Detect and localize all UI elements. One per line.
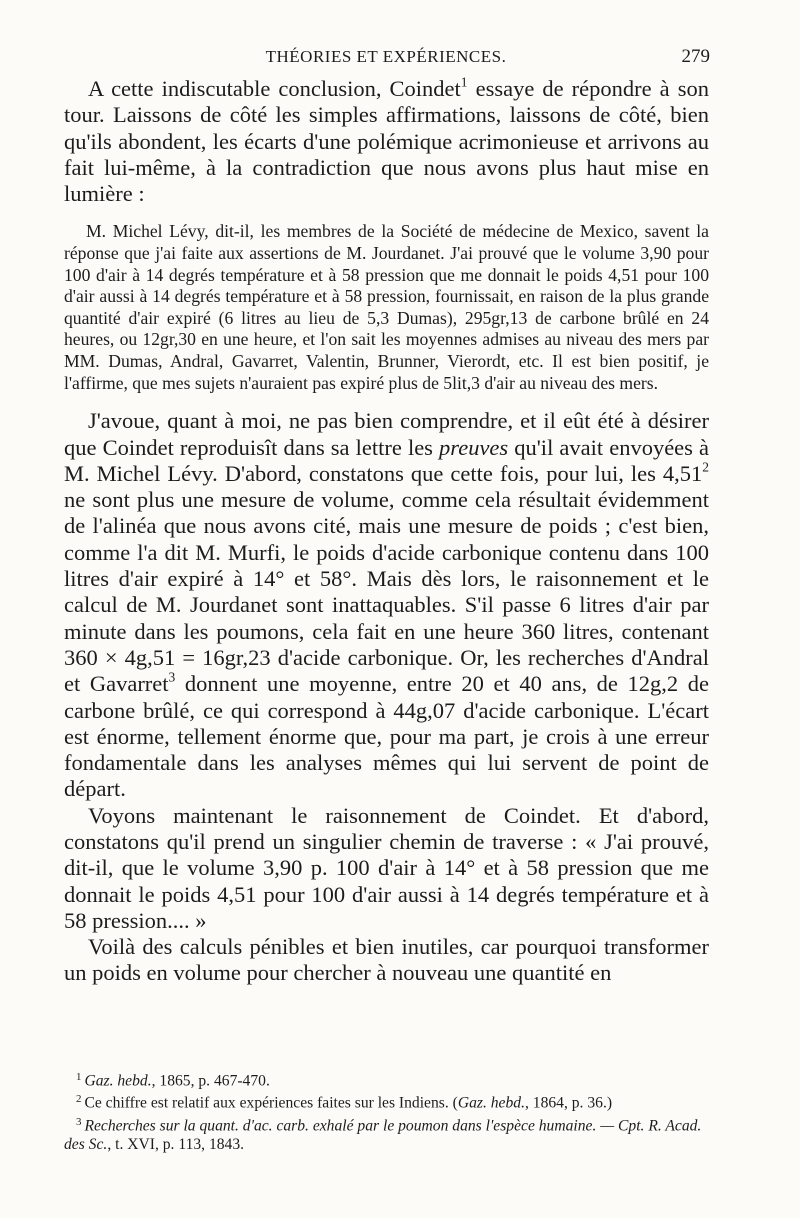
footnote-3-rest: , t. XVI, p. 113, 1843. <box>107 1136 245 1154</box>
paragraph-2 <box>64 408 709 802</box>
paragraph-1-text: A cette indiscutable conclusion, Coindet <box>88 76 461 101</box>
paragraph-1 <box>64 76 709 207</box>
paragraph-2-c: ne sont plus une mesure de volume, comme cela résultait évidemment de l'alinéa que nous avons cité, mais une mesure de poids ; c'est bien, comme l'a dit M. Murfi, le poids d'acide carbonique contenu dans 100 litres d'air expiré à 14° et 58°. Mais dès lors, le raisonnement et le calcul de M. Jourdanet sont inattaquables. S'il passe 6 litres d'air par minute dans les poumons, cela fait en une heure 360 litres, contenant 360 × 4g,51 = 16gr,23 d'acide carbonique. Or, les recherches d'Andral et Gavarret <box>64 487 709 697</box>
footnote-2-b: , 1864, p. 36.) <box>524 1094 613 1112</box>
footnote-2-source: Gaz. hebd. <box>457 1094 525 1112</box>
footnote-3-source: Recherches sur la quant. d'ac. carb. exhalé par le poumon dans l'espèce humaine. — Cpt. R. Acad. des Sc. <box>64 1117 702 1154</box>
footnote-1 <box>64 1068 709 1090</box>
block-quote: M. Michel Lévy, dit-il, les membres de la Société de médecine de Mexico, savent la réponse que j'ai faite aux assertions de M. Jourdanet. J'ai prouvé que le volume 3,90 pour 100 d'air à 14 degrés température et à 58 pression que me donnait le poids 4,51 pour 100 d'air aussi à 14 degrés température et à 58 pression, fournissait, en raison de la plus grande quantité d'air expiré (6 litres au lieu de 5,3 Dumas), 295gr,13 de carbone brûlé en 24 heures, ou 12gr,30 en une heure, et l'on sait les moyennes admises au niveau des mers par MM. Dumas, Andral, Gavarret, Valentin, Brunner, Vierordt, etc. Il est bien positif, je l'affirme, que mes sujets n'auraient pas expiré plus de 5lit,3 d'air au niveau des mers. <box>64 221 709 393</box>
footnote-3-number: 3 <box>76 1115 82 1128</box>
page-header <box>64 44 708 70</box>
paragraph-3: Voyons maintenant le raisonnement de Coindet. Et d'abord, constatons qu'il prend un singulier chemin de traverse : « J'ai prouvé, dit-il, que le volume 3,90 p. 100 d'air à 14° et à 58 pression que me donnait le poids 4,51 pour 100 d'air aussi à 14 degrés température et à 58 pression.... » <box>64 802 709 933</box>
paragraph-2-emphasis: preuves <box>439 434 509 460</box>
paragraph-2-b: qu'il avait envoyées à M. Michel Lévy. D'abord, constatons que cette fois, pour lui, les 4,51 <box>64 434 710 486</box>
footnote-3 <box>64 1113 709 1154</box>
footnote-1-source: Gaz. hebd. <box>84 1072 152 1090</box>
paragraph-2-d: donnent une moyenne, entre 20 et 40 ans, de 12g,2 de carbone brûlé, ce qui correspond à 44g,07 d'acide carbonique. L'écart est énorme, tellement énorme que, pour ma part, je crois à une erreur fondamentale dans les analyses mêmes qui lui servent de point de départ. <box>64 671 709 802</box>
running-head: THÉORIES ET EXPÉRIENCES. <box>265 47 507 66</box>
paragraph-1-rest: essaye de répondre à son tour. Laissons de côté les simples affirmations, laissons de côté, bien qu'ils abondent, les écarts d'une polémique acrimonieuse et arrivons au fait lui-même, à la contradiction que nous avons plus haut mise en lumière : <box>64 76 709 207</box>
footnote-2-number: 2 <box>76 1093 82 1106</box>
footnote-2 <box>64 1090 709 1112</box>
footnote-2-a: Ce chiffre est relatif aux expériences faites sur les Indiens. ( <box>84 1094 458 1112</box>
footnote-ref-2: 2 <box>702 459 709 475</box>
footnote-1-rest: , 1865, p. 467-470. <box>151 1072 270 1090</box>
footnote-ref-3: 3 <box>168 669 176 685</box>
footnotes <box>64 1068 709 1154</box>
paragraph-4: Voilà des calculs pénibles et bien inutiles, car pourquoi transformer un poids en volume pour chercher à nouveau une quantité en <box>64 934 709 986</box>
page-body <box>64 76 709 987</box>
footnote-ref-1: 1 <box>460 74 468 90</box>
paragraph-2-a: J'avoue, quant à moi, ne pas bien comprendre, et il eût été à désirer que Coindet reproduisît dans sa lettre les <box>64 408 709 460</box>
page-number: 279 <box>681 46 710 67</box>
footnote-1-number: 1 <box>76 1071 82 1083</box>
